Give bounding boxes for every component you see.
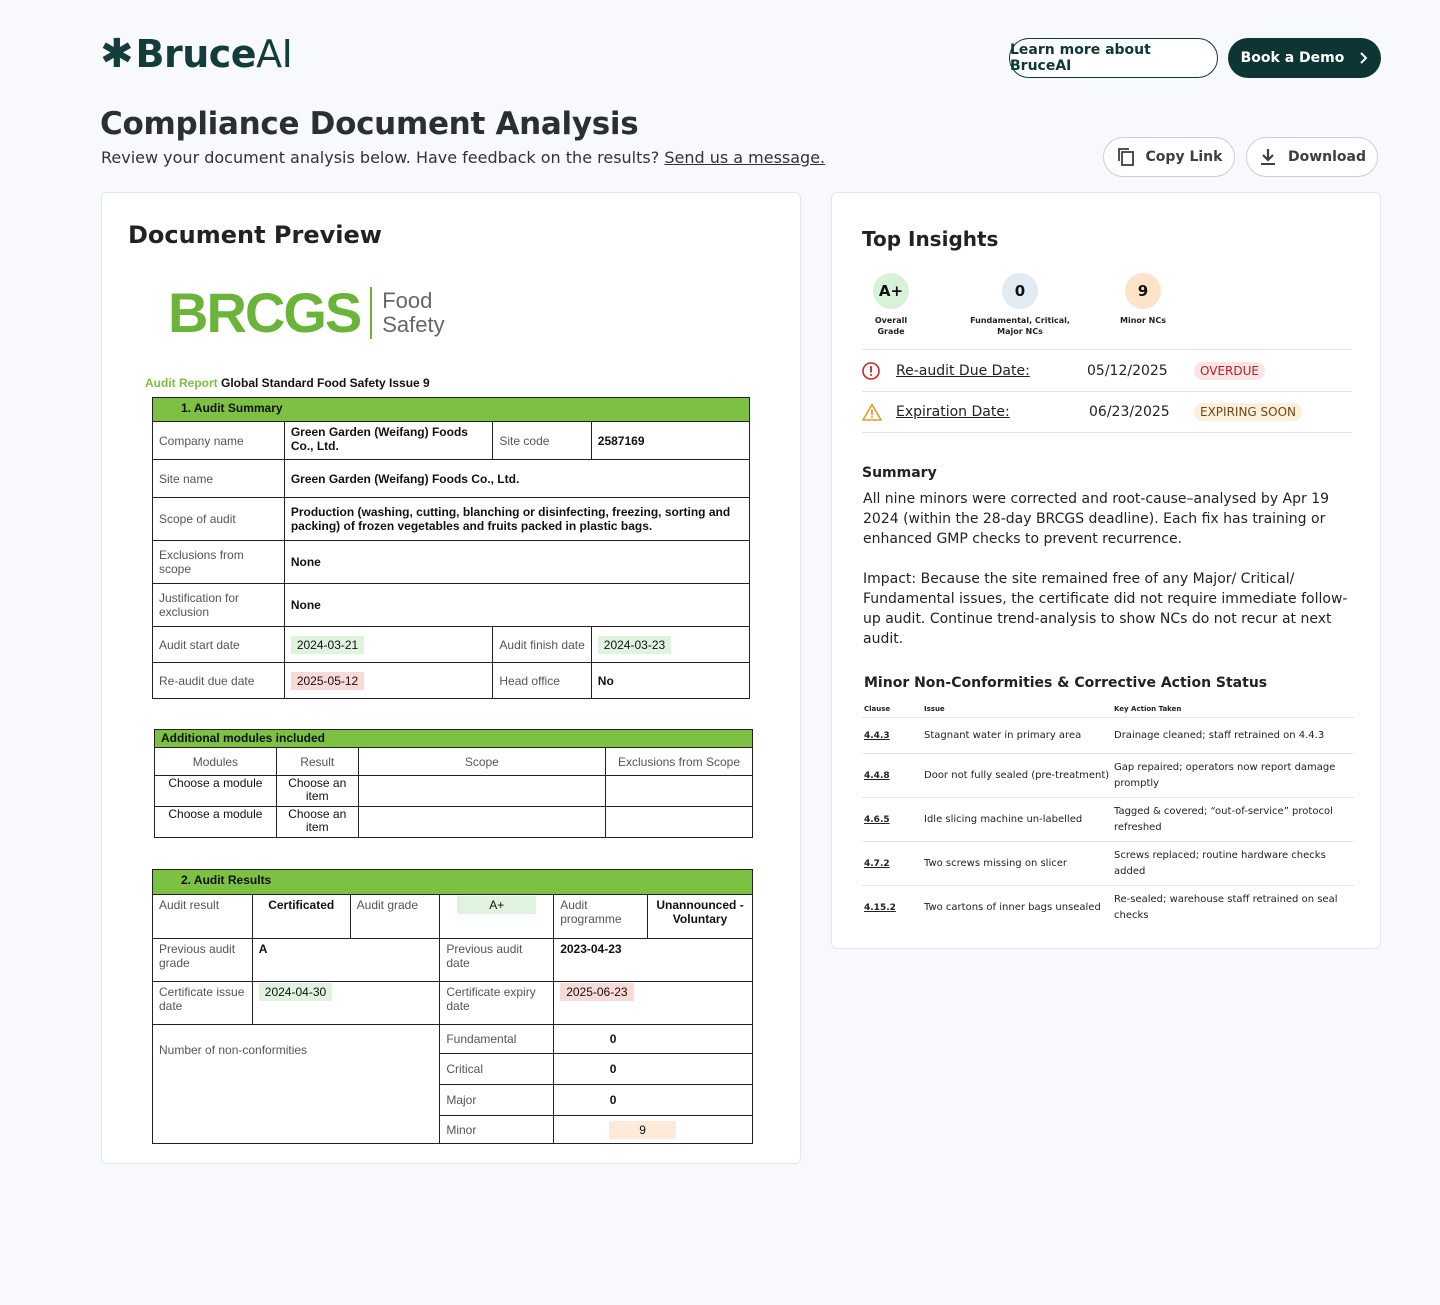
issue-cell: Two screws missing on slicer	[922, 842, 1112, 886]
minor-ncs-label: Minor NCs	[1120, 316, 1166, 325]
expiration-date-row	[862, 391, 1352, 433]
send-message-link[interactable]: Send us a message.	[664, 148, 826, 167]
result-select[interactable]: Choose an item	[276, 776, 358, 807]
justification-label: Justification for exclusion	[153, 584, 285, 627]
learn-more-button[interactable]: Learn more about BruceAI	[1009, 38, 1218, 78]
module-select[interactable]: Choose a module	[155, 807, 277, 838]
previous-grade-label: Previous audit grade	[153, 939, 253, 982]
head-office-label: Head office	[493, 663, 591, 699]
minor-ncs-value: 9	[1125, 273, 1161, 309]
page-title: Compliance Document Analysis	[100, 106, 639, 142]
additional-modules-table	[154, 729, 753, 838]
table-row	[862, 754, 1354, 798]
nc-fundamental-value: 0	[554, 1025, 753, 1054]
audit-programme-label: Audit programme	[554, 895, 648, 939]
company-name-label: Company name	[153, 422, 285, 460]
company-name-value: Green Garden (Weifang) Foods Co., Ltd.	[284, 422, 493, 460]
document-preview-panel	[101, 192, 801, 1164]
result-col-header: Result	[276, 748, 358, 776]
minor-nc-table-title: Minor Non-Conformities & Corrective Action Status	[864, 675, 1268, 691]
action-cell: Re-sealed; warehouse staff retrained on seal checks	[1114, 893, 1338, 921]
audit-finish-value: 2024-03-23	[598, 636, 671, 654]
audit-grade-value: A+	[457, 896, 536, 914]
nc-minor-value: 9	[609, 1121, 676, 1139]
nc-critical-value: 0	[554, 1054, 753, 1085]
nc-major-label: Major	[440, 1085, 554, 1116]
minor-nc-table	[862, 701, 1354, 930]
table-row	[862, 886, 1354, 930]
previous-date-value: 2023-04-23	[554, 939, 753, 982]
audit-start-label: Audit start date	[153, 627, 285, 663]
action-cell: Drainage cleaned; staff retrained on 4.4.3	[1112, 718, 1354, 754]
logo-divider	[370, 287, 372, 339]
summary-text	[863, 489, 1353, 649]
alert-circle-icon	[862, 362, 880, 380]
cert-issue-value: 2024-04-30	[259, 983, 332, 1001]
overall-grade-value: A+	[873, 273, 909, 309]
previous-date-label: Previous audit date	[440, 939, 554, 982]
expiration-date-value: 06/23/2025	[1089, 404, 1170, 420]
summary-title: Summary	[862, 465, 937, 481]
document-page	[102, 193, 802, 1165]
download-button[interactable]	[1246, 137, 1378, 177]
table-row	[862, 718, 1354, 754]
action-cell: Screws replaced; routine hardware checks added	[1112, 842, 1354, 886]
audit-programme-value: Unannounced - Voluntary	[648, 895, 753, 939]
table-row	[862, 798, 1354, 842]
report-title: Global Standard Food Safety Issue 9	[221, 376, 430, 390]
copy-link-label: Copy Link	[1145, 149, 1223, 165]
audit-results-table	[152, 869, 753, 1144]
brcgs-logo-text: BRCGS	[168, 281, 361, 344]
exclusions-label: Exclusions from scope	[153, 541, 285, 584]
reaudit-due-label: Re-audit due date	[153, 663, 285, 699]
logo-star-icon: ✱	[100, 31, 134, 77]
download-icon	[1258, 147, 1278, 167]
scope-value: Production (washing, cutting, blanching or disinfecting, freezing, sorting and packing) of frozen vegetables and fruits packed in plastic bags.	[284, 498, 749, 541]
module-select[interactable]: Choose a module	[155, 776, 277, 807]
nc-minor-label: Minor	[440, 1116, 554, 1144]
audit-grade-label: Audit grade	[350, 895, 440, 939]
download-label: Download	[1287, 149, 1367, 165]
audit-results-heading: 2. Audit Results	[153, 870, 753, 895]
reaudit-date-value: 05/12/2025	[1087, 362, 1168, 379]
overall-grade-badge	[862, 273, 920, 337]
major-ncs-badge	[968, 273, 1072, 337]
result-select[interactable]: Choose an item	[276, 807, 358, 838]
table-row	[862, 842, 1354, 886]
issue-cell: Stagnant water in primary area	[922, 718, 1112, 754]
nc-major-value: 0	[554, 1085, 753, 1116]
nc-critical-label: Critical	[440, 1054, 554, 1085]
clause-link[interactable]: 4.6.5	[862, 798, 922, 842]
subtitle-text: Review your document analysis below. Have feedback on the results?	[101, 148, 660, 167]
modules-heading: Additional modules included	[155, 730, 753, 748]
audit-summary-heading: 1. Audit Summary	[153, 398, 750, 422]
minor-ncs-badge	[1114, 273, 1172, 326]
clause-link[interactable]: 4.4.3	[862, 718, 922, 754]
summary-paragraph: All nine minors were corrected and root-cause–analysed by Apr 19 2024 (within the 28-day BRCGS deadline). Each fix has training or enhanced GMP checks to prevent recurrence.	[863, 491, 1330, 547]
clause-link[interactable]: 4.7.2	[862, 842, 922, 886]
head-office-value: No	[591, 663, 749, 699]
site-code-label: Site code	[493, 422, 591, 460]
audit-result-value: Certificated	[252, 895, 350, 939]
issue-cell: Door not fully sealed (pre-treatment)	[922, 754, 1112, 798]
exclusions-value: None	[284, 541, 749, 584]
nc-count-label: Number of non-conformities	[153, 1025, 440, 1144]
overall-grade-label: Overall Grade	[874, 316, 908, 336]
report-title-line	[145, 376, 430, 390]
copy-icon	[1116, 147, 1136, 167]
impact-paragraph: Impact: Because the site remained free of any Major/ Critical/ Fundamental issues, the certificate did not require immediate follow-up audit. Continue trend-analysis to show NCs do not recur at next audit.	[863, 571, 1348, 647]
top-insights-panel	[831, 192, 1381, 949]
justification-value: None	[284, 584, 749, 627]
document-preview-title: Document Preview	[128, 221, 382, 249]
audit-finish-label: Audit finish date	[493, 627, 591, 663]
cert-expiry-value: 2025-06-23	[560, 983, 633, 1001]
action-cell: Gap repaired; operators now report damage promptly	[1112, 754, 1354, 798]
site-name-label: Site name	[153, 460, 285, 498]
scope-label: Scope of audit	[153, 498, 285, 541]
cert-expiry-label: Certificate expiry date	[440, 982, 554, 1025]
site-name-value: Green Garden (Weifang) Foods Co., Ltd.	[284, 460, 749, 498]
expiration-date-label[interactable]: Expiration Date:	[896, 404, 1010, 420]
major-ncs-value: 0	[1002, 273, 1038, 309]
logo-text: BruceAI	[135, 32, 293, 76]
clause-link[interactable]: 4.4.8	[862, 754, 922, 798]
chevron-right-icon	[1358, 49, 1368, 68]
warning-triangle-icon	[862, 403, 880, 421]
top-insights-title: Top Insights	[862, 227, 999, 251]
reaudit-date-label[interactable]: Re-audit Due Date:	[896, 362, 1030, 379]
major-ncs-label: Fundamental, Critical, Major NCs	[970, 316, 1070, 336]
reaudit-due-value: 2025-05-12	[291, 672, 364, 690]
audit-summary-table	[152, 397, 750, 699]
book-demo-label: Book a Demo	[1240, 50, 1345, 66]
brcgs-logo	[168, 281, 445, 344]
overdue-badge: OVERDUE	[1194, 362, 1265, 380]
copy-link-button[interactable]	[1103, 137, 1235, 177]
logo-food-safety: Food Safety	[382, 288, 445, 337]
issue-cell: Idle slicing machine un-labelled	[922, 798, 1112, 842]
book-demo-button[interactable]	[1228, 38, 1381, 78]
clause-link[interactable]: 4.15.2	[864, 902, 896, 913]
issue-col-header: Issue	[922, 701, 1112, 718]
modules-col-header: Modules	[155, 748, 277, 776]
brand-logo[interactable]	[100, 31, 293, 77]
page-subtitle	[101, 148, 825, 167]
report-label: Audit Report	[145, 376, 218, 390]
site-code-value: 2587169	[591, 422, 749, 460]
cert-issue-label: Certificate issue date	[153, 982, 253, 1025]
previous-grade-value: A	[252, 939, 440, 982]
exclusions-col-header: Exclusions from Scope	[606, 748, 753, 776]
audit-result-label: Audit result	[153, 895, 253, 939]
clause-col-header: Clause	[862, 701, 922, 718]
nc-fundamental-label: Fundamental	[440, 1025, 554, 1054]
action-cell: Tagged & covered; “out-of-service” protocol refreshed	[1112, 798, 1354, 842]
reaudit-date-row	[862, 349, 1352, 391]
expiring-soon-badge: EXPIRING SOON	[1194, 403, 1302, 421]
issue-cell: Two cartons of inner bags unsealed	[924, 901, 1101, 913]
scope-col-header: Scope	[358, 748, 605, 776]
action-col-header: Key Action Taken	[1112, 701, 1354, 718]
audit-start-value: 2024-03-21	[291, 636, 364, 654]
